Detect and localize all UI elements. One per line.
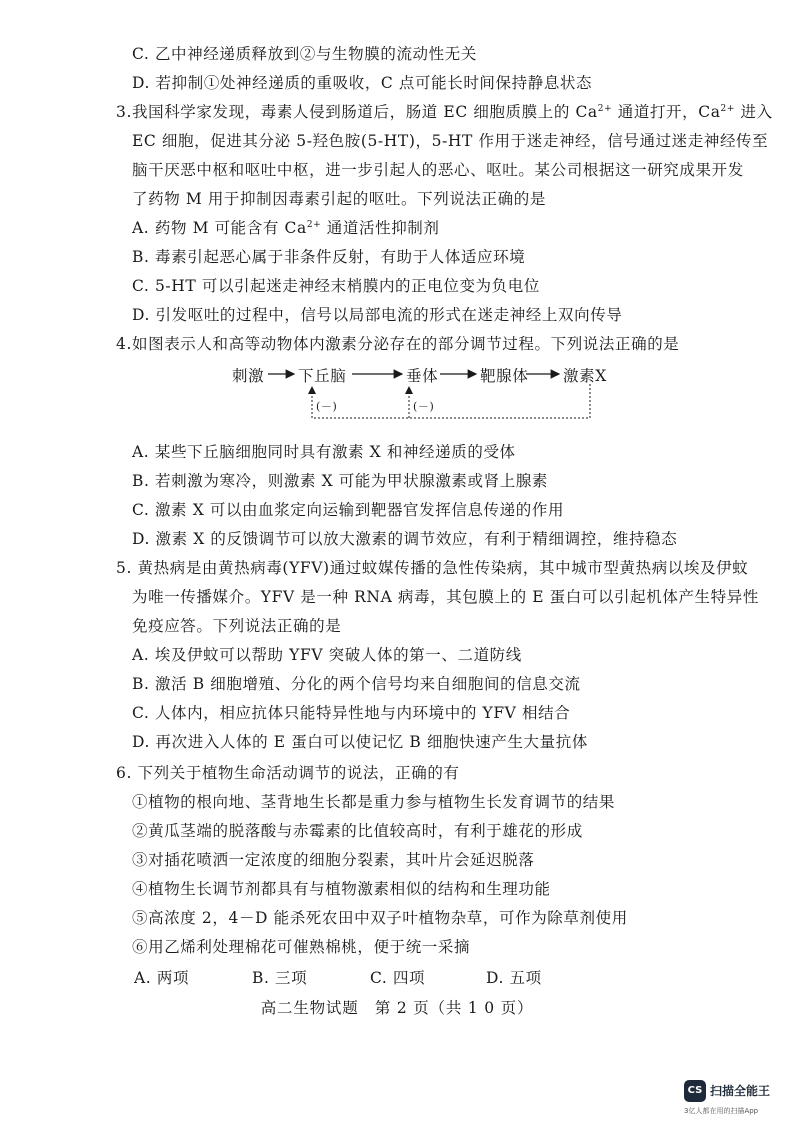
- question-3-stem: 了药物 M 用于抑制因毒素引起的呕吐。下列说法正确的是: [132, 190, 546, 208]
- question-3-stem: EC 细胞，促进其分泌 5-羟色胺(5-HT)，5-HT 作用于迷走神经，信号通过迷走神经传至: [132, 132, 769, 150]
- option-a: A. 药物 M 可能含有 $Ca^{2+}$ 通道活性抑制剂: [132, 219, 440, 237]
- node-hormone-x: 激素X: [563, 367, 607, 385]
- option-a: A. 某些下丘脑细胞同时具有激素 X 和神经递质的受体: [132, 443, 516, 461]
- feedback-label-1: (－): [316, 400, 338, 413]
- option-b: B. 若刺激为寒冷，则激素 X 可能为甲状腺激素或肾上腺素: [132, 472, 549, 490]
- question-3-stem: 脑干厌恶中枢和呕吐中枢，进一步引起人的恶心、呕吐。某公司根据这一研究成果开发: [132, 161, 744, 179]
- node-stimulus: 刺激: [232, 367, 265, 385]
- choice-d: D. 五项: [486, 969, 542, 987]
- choice-b: B. 三项: [252, 969, 308, 987]
- choice-a: A. 两项: [134, 969, 190, 987]
- option-a: A. 埃及伊蚊可以帮助 YFV 突破人体的第一、二道防线: [132, 646, 522, 664]
- diagram-arrows: [0, 360, 794, 440]
- option-c: C. 激素 X 可以由血浆定向运输到靶器官发挥信息传递的作用: [132, 501, 565, 519]
- option-c: C. 乙中神经递质释放到②与生物膜的流动性无关: [132, 45, 477, 63]
- statement-5: ⑤高浓度 2，4－D 能杀死农田中双子叶植物杂草，可作为除草剂使用: [132, 909, 628, 927]
- option-d: D. 引发呕吐的过程中，信号以局部电流的形式在迷走神经上双向传导: [132, 306, 623, 324]
- statement-3: ③对插花喷洒一定浓度的细胞分裂素，其叶片会延迟脱落: [132, 851, 535, 869]
- question-5-stem: 为唯一传播媒介。YFV 是一种 RNA 病毒，其包膜上的 E 蛋白可以引起机体产生特异性: [132, 588, 759, 606]
- watermark-subtitle: 3亿人都在用的扫描App: [684, 1107, 759, 1115]
- option-d: D. 若抑制①处神经递质的重吸收，C 点可能长时间保持静息状态: [132, 74, 593, 92]
- option-b: B. 激活 B 细胞增殖、分化的两个信号均来自细胞间的信息交流: [132, 675, 581, 693]
- option-c: C. 5-HT 可以引起迷走神经末梢膜内的正电位变为负电位: [132, 277, 540, 295]
- node-target-gland: 靶腺体: [480, 367, 529, 385]
- feedback-line: [312, 384, 590, 418]
- option-c: C. 人体内，相应抗体只能特异性地与内环境中的 YFV 相结合: [132, 704, 571, 722]
- statement-6: ⑥用乙烯利处理棉花可催熟棉桃，便于统一采摘: [132, 938, 471, 956]
- option-b: B. 毒素引起恶心属于非条件反射，有助于人体适应环境: [132, 248, 526, 266]
- question-3-stem: 3.我国科学家发现，毒素人侵到肠道后，肠道 EC 细胞质膜上的 $Ca^{2+}$ 通道打开，$Ca^{2+}$ 进入: [116, 103, 773, 121]
- watermark-title: 扫描全能王: [710, 1084, 771, 1098]
- feedback-label-2: (－): [413, 400, 435, 413]
- question-4-stem: 4.如图表示人和高等动物体内激素分泌存在的部分调节过程。下列说法正确的是: [116, 335, 680, 353]
- option-d: D. 再次进入人体的 E 蛋白可以使记忆 B 细胞快速产生大量抗体: [132, 733, 588, 751]
- statement-2: ②黄瓜茎端的脱落酸与赤霉素的比值较高时，有利于雄花的形成: [132, 822, 583, 840]
- node-hypothalamus: 下丘脑: [298, 367, 347, 385]
- scanner-watermark: [684, 1080, 794, 1120]
- question-6-stem: 6. 下列关于植物生命活动调节的说法，正确的有: [116, 764, 460, 782]
- question-6-choices: [134, 967, 542, 989]
- hormone-regulation-diagram: [0, 360, 794, 440]
- page-footer: 高二生物试题 第 2 页（共 1 0 页）: [260, 999, 534, 1017]
- camscanner-logo-icon: CS: [684, 1080, 706, 1102]
- statement-1: ①植物的根向地、茎背地生长都是重力参与植物生长发育调节的结果: [132, 793, 616, 811]
- option-d: D. 激素 X 的反馈调节可以放大激素的调节效应，有利于精细调控，维持稳态: [132, 530, 678, 548]
- question-5-stem: 免疫应答。下列说法正确的是: [132, 617, 342, 635]
- statement-4: ④植物生长调节剂都具有与植物激素相似的结构和生理功能: [132, 880, 551, 898]
- choice-c: C. 四项: [370, 969, 426, 987]
- question-5-stem: 5. 黄热病是由黄热病毒(YFV)通过蚊媒传播的急性传染病，其中城市型黄热病以埃及伊蚊: [116, 559, 749, 577]
- node-pituitary: 垂体: [406, 367, 439, 385]
